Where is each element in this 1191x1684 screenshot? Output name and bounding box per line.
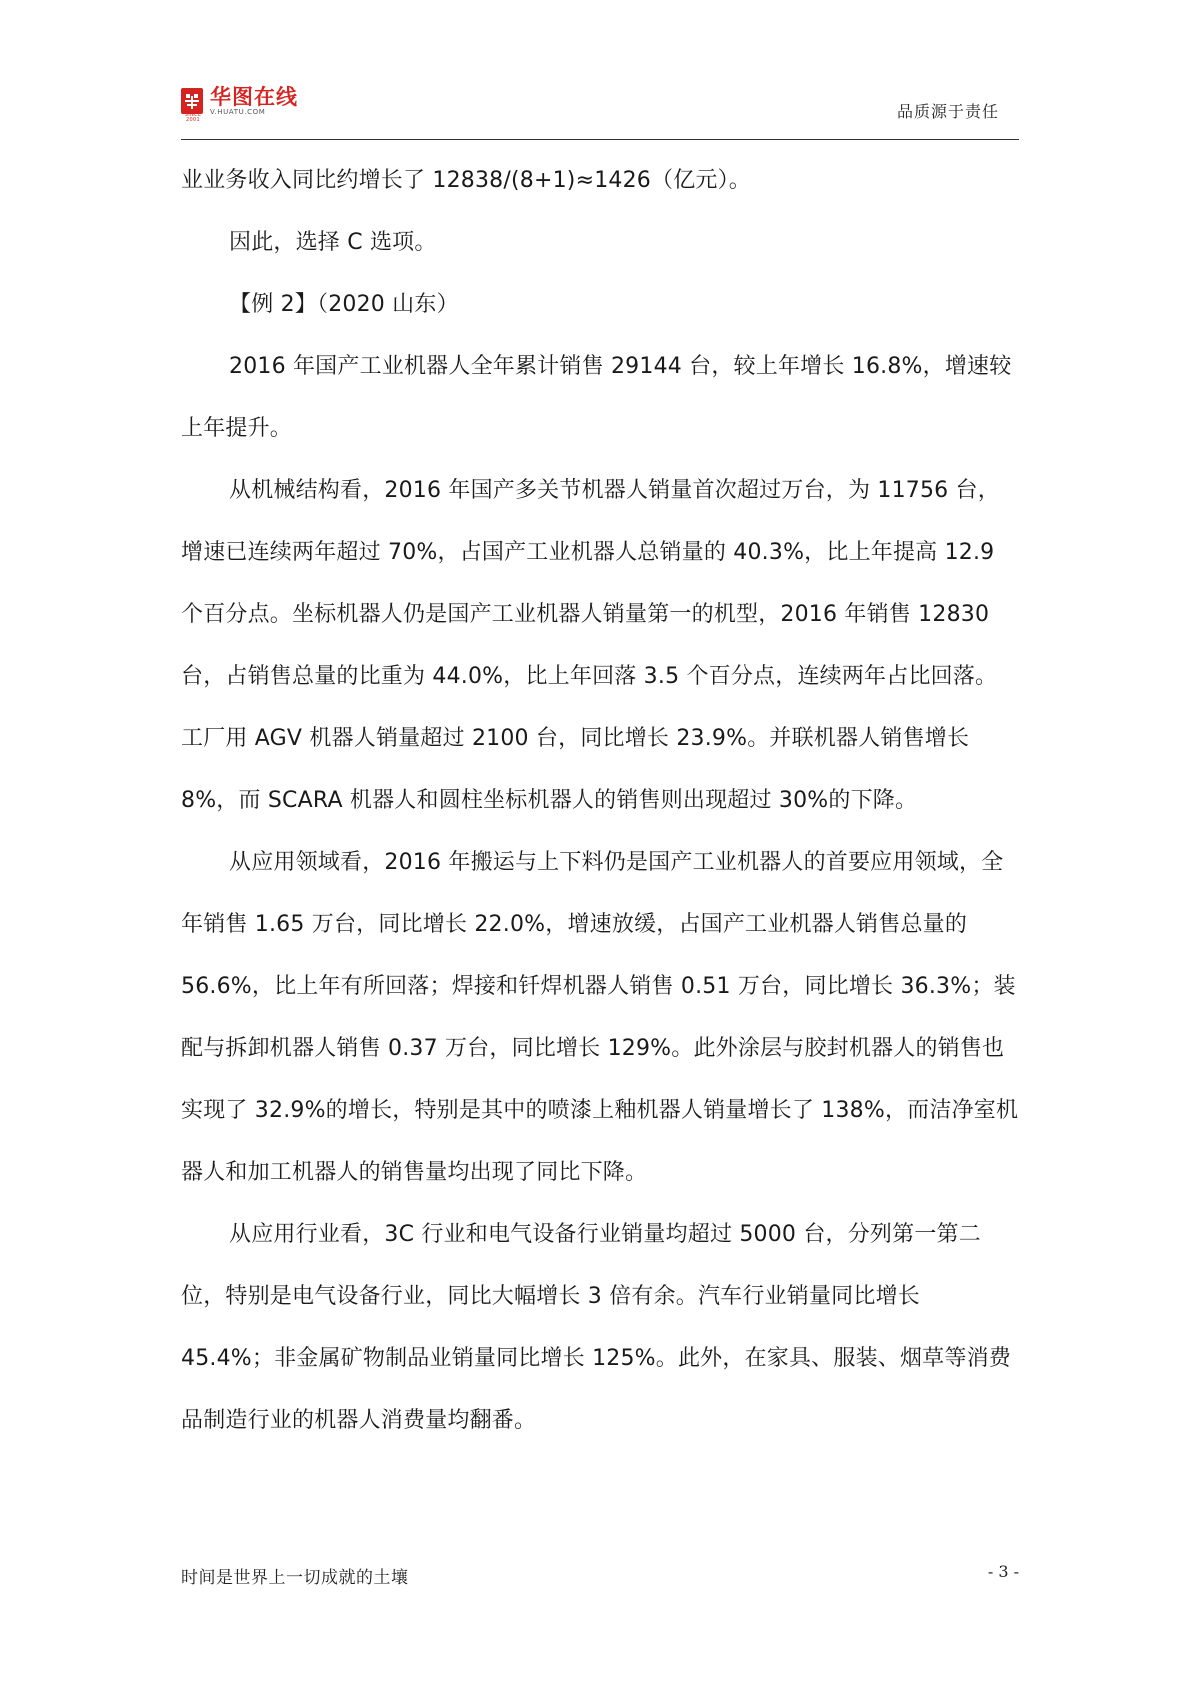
logo-text bbox=[210, 86, 298, 116]
page-number: - 3 - bbox=[987, 1562, 1019, 1581]
paragraph-mechanical-structure: 从机械结构看，2016 年国产多关节机器人销量首次超过万台，为 11756 台，增速已连续两年超过 70%，占国产工业机器人总销量的 40.3%，比上年提高 12.9 个百分点。坐标机器人仍是国产工业机器人销量第一的机型，2016 年销售 12830 台，占销售总量的比重为 44.0%，比上年回落 3.5 个百分点，连续两年占比回落。工厂用 AGV 机器人销量超过 2100 台，同比增长 23.9%。并联机器人销售增长 8%，而 SCARA 机器人和圆柱坐标机器人的销售则出现超过 30%的下降。 bbox=[181, 478, 1000, 813]
paragraph-continuation: 业业务收入同比约增长了 12838/(8+1)≈1426（亿元）。 bbox=[181, 168, 752, 193]
header-motto: 品质源于责任 bbox=[896, 102, 999, 121]
logo-since: SINCE 2001 bbox=[184, 112, 202, 123]
document-body bbox=[181, 150, 1019, 1452]
logo-glyph-icon bbox=[184, 92, 200, 110]
page-header bbox=[181, 83, 1019, 143]
paragraph-application-industry: 从应用行业看，3C 行业和电气设备行业销量均超过 5000 台，分列第一第二位，特别是电气设备行业，同比大幅增长 3 倍有余。汽车行业销量同比增长 45.4%；非金属矿物制品业销量同比增长 125%。此外，在家具、服装、烟草等消费品制造行业的机器人消费量均翻番。 bbox=[181, 1222, 1011, 1433]
paragraph-intro: 2016 年国产工业机器人全年累计销售 29144 台，较上年增长 16.8%，增速较上年提升。 bbox=[181, 354, 1012, 441]
huatu-logo bbox=[181, 83, 298, 123]
logo-url: V.HUATU.COM bbox=[210, 108, 266, 116]
footer-slogan: 时间是世界上一切成就的土壤 bbox=[181, 1568, 409, 1588]
example-heading: 【例 2】（2020 山东） bbox=[229, 292, 459, 317]
logo-mark-icon bbox=[181, 88, 203, 123]
paragraph-application-field: 从应用领域看，2016 年搬运与上下料仍是国产工业机器人的首要应用领域，全年销售 1.65 万台，同比增长 22.0%，增速放缓，占国产工业机器人销售总量的 56.6%，比上年有所回落；焊接和钎焊机器人销售 0.51 万台，同比增长 36.3%；装配与拆卸机器人销售 0.37 万台，同比增长 129%。此外涂层与胶封机器人的销售也实现了 32.9%的增长，特别是其中的喷漆上釉机器人销量增长了 138%，而洁净室机器人和加工机器人的销售量均出现了同比下降。 bbox=[181, 850, 1019, 1185]
logo-name: 华图在线 bbox=[210, 85, 298, 109]
paragraph-answer: 因此，选择 C 选项。 bbox=[229, 230, 437, 255]
header-divider bbox=[181, 139, 1019, 140]
